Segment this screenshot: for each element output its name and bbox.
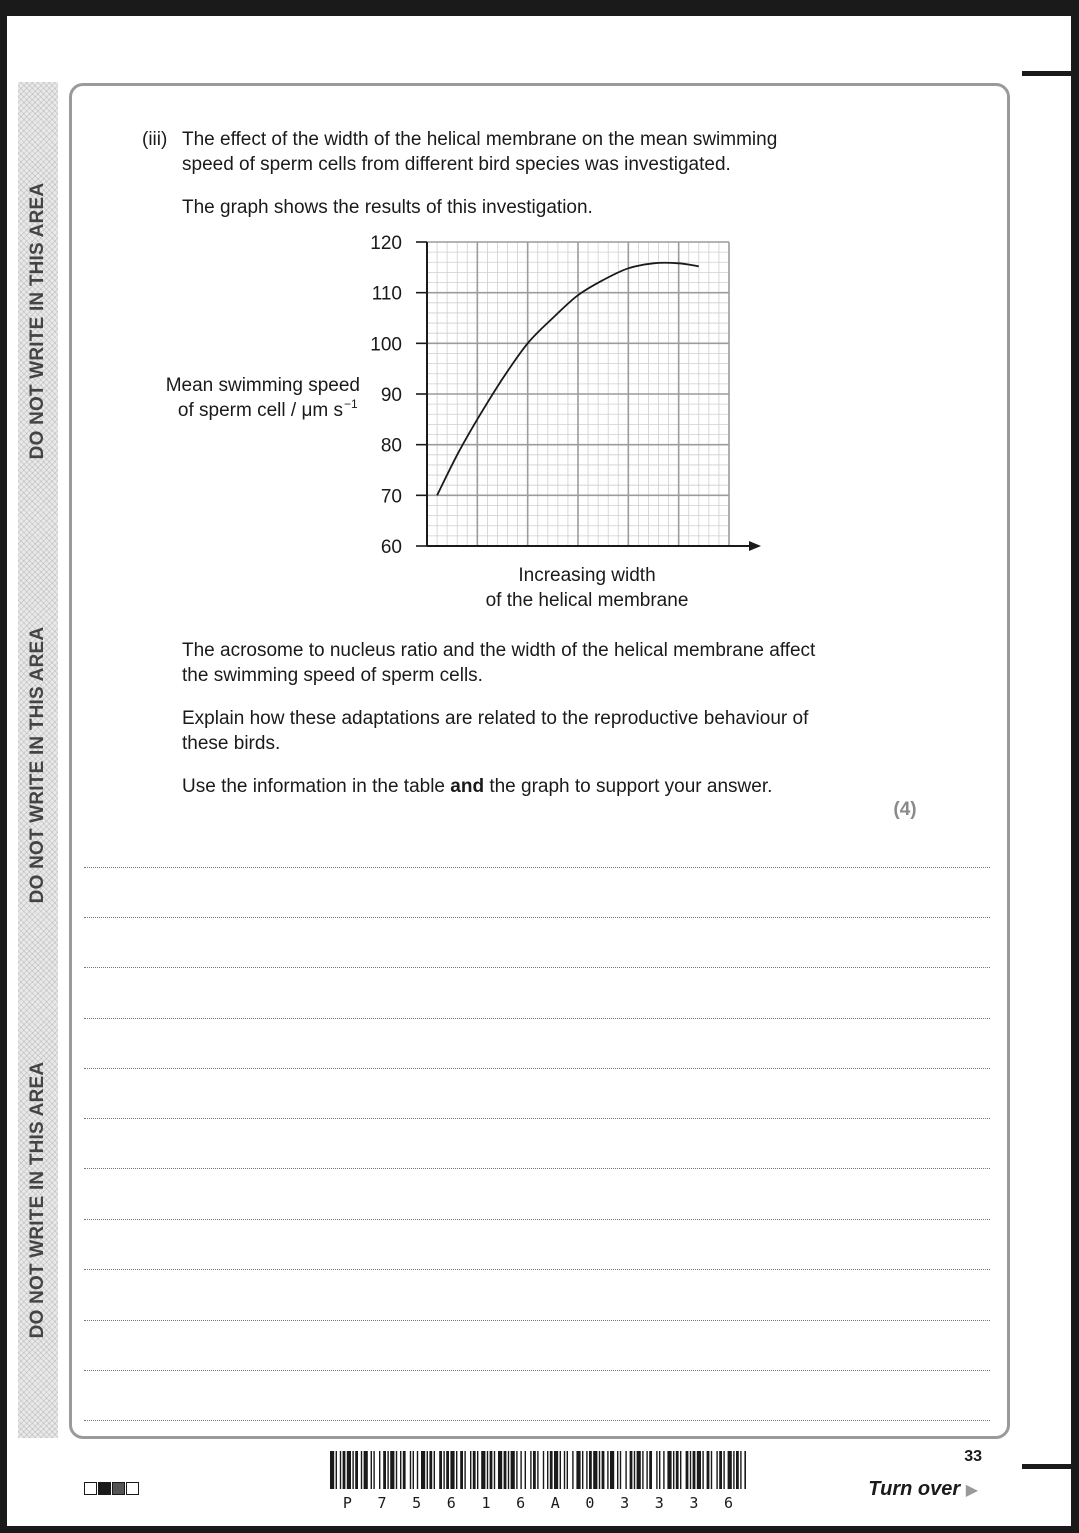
barcode-bar (364, 1451, 368, 1489)
barcode-bar (387, 1451, 388, 1489)
barcode-bar (673, 1451, 674, 1489)
barcode-bar (642, 1451, 643, 1489)
turn-over-label (860, 1478, 978, 1501)
barcode-bar (634, 1451, 635, 1489)
barcode-bar (525, 1451, 526, 1489)
play-arrow-icon: ▶ (965, 1482, 978, 1499)
barcode-bar (390, 1451, 394, 1489)
barcode-bar (460, 1451, 463, 1489)
barcode-bar (330, 1451, 334, 1489)
y-tick-label: 120 (370, 233, 402, 254)
question-intro-line-2: speed of sperm cells from different bird species was investigated. (182, 154, 731, 175)
barcode-bar (508, 1451, 509, 1489)
answer-line[interactable] (84, 1118, 990, 1119)
barcode-bar (740, 1451, 741, 1489)
barcode-bar (400, 1451, 401, 1489)
instruction-line (182, 774, 772, 799)
barcode-bar (680, 1451, 681, 1489)
barcode-bar (576, 1451, 580, 1489)
barcode-bar (446, 1451, 449, 1489)
barcode-bar (586, 1451, 587, 1489)
barcode-bar (396, 1451, 397, 1489)
barcode-bar (567, 1451, 568, 1489)
barcode-bar (602, 1451, 605, 1489)
barcode-bar (533, 1451, 536, 1489)
barcode-char: 6 (516, 1494, 526, 1512)
answer-line[interactable] (84, 867, 990, 868)
marks-available: (4) (893, 799, 917, 820)
instruction-text-end: the graph to support your answer. (484, 776, 773, 797)
indicator-box-filled (98, 1482, 111, 1495)
barcode-char: P (342, 1494, 352, 1512)
barcode-bar (625, 1451, 626, 1489)
barcode-bar (343, 1451, 346, 1489)
answer-line[interactable] (84, 1269, 990, 1270)
y-axis-label-line-2 (178, 400, 343, 421)
barcode-bar (707, 1451, 710, 1489)
barcode-bar (564, 1451, 565, 1489)
registration-mark-bottom (1022, 1464, 1072, 1469)
y-tick-label: 110 (371, 283, 402, 305)
barcode-bar (427, 1451, 428, 1489)
answer-line[interactable] (84, 1370, 990, 1371)
y-axis-label-unit: of sperm cell / μm s (177, 400, 343, 421)
barcode-bar (340, 1451, 341, 1489)
x-axis-label-line-1: Increasing width (518, 565, 656, 586)
barcode-bar (477, 1451, 478, 1489)
paragraph-1-line-1: The acrosome to nucleus ratio and the width of the helical membrane affect (182, 640, 816, 661)
barcode-bar (572, 1451, 573, 1489)
indicator-box-grey (112, 1482, 125, 1495)
barcode-bar (371, 1451, 372, 1489)
y-axis-unit-exponent: −1 (344, 397, 358, 411)
answer-line[interactable] (84, 1320, 990, 1321)
barcode-bar (443, 1451, 444, 1489)
barcode-bar (429, 1451, 432, 1489)
barcode-char: 3 (689, 1494, 699, 1512)
x-axis-label-line-2: of the helical membrane (485, 590, 689, 611)
barcode-char: 1 (481, 1494, 491, 1512)
barcode-bar (736, 1451, 739, 1489)
instruction-text-start: Use the information in the table (182, 776, 451, 797)
paragraph-2-line-2: these birds. (182, 733, 281, 754)
barcode-bar (439, 1451, 442, 1489)
barcode-bar (421, 1451, 425, 1489)
page-indicator-boxes (84, 1482, 139, 1495)
paragraph-2-line-1: Explain how these adaptations are related to the reproductive behaviour of (182, 708, 809, 729)
barcode-bar (728, 1451, 732, 1489)
barcode-bar (663, 1451, 664, 1489)
barcode (330, 1451, 746, 1491)
barcode-bar (723, 1451, 724, 1489)
swimming-speed-graph (0, 0, 1079, 640)
barcode-char: 3 (620, 1494, 630, 1512)
barcode-char: A (550, 1494, 560, 1512)
y-tick-label: 70 (380, 486, 402, 508)
barcode-bar (690, 1451, 691, 1489)
barcode-bar (702, 1451, 703, 1489)
barcode-bar (434, 1451, 435, 1489)
barcode-number (330, 1494, 746, 1512)
barcode-bar (464, 1451, 465, 1489)
indicator-box-empty (84, 1482, 97, 1495)
barcode-bar (630, 1451, 633, 1489)
barcode-bar (607, 1451, 608, 1489)
barcode-bar (716, 1451, 717, 1489)
barcode-char: 7 (377, 1494, 387, 1512)
question-part-label: (iii) (142, 129, 168, 150)
barcode-char: 3 (654, 1494, 664, 1512)
barcode-bar (620, 1451, 621, 1489)
barcode-bar (511, 1451, 515, 1489)
barcode-bar (554, 1451, 558, 1489)
answer-line[interactable] (84, 1168, 990, 1169)
barcode-bar (686, 1451, 689, 1489)
answer-line[interactable] (84, 917, 990, 918)
graph-intro: The graph shows the results of this investigation. (182, 197, 593, 218)
barcode-bar (410, 1451, 411, 1489)
barcode-bar (379, 1451, 380, 1489)
barcode-bar (520, 1451, 521, 1489)
answer-line[interactable] (84, 1420, 990, 1421)
barcode-bar (456, 1451, 457, 1489)
barcode-bar (637, 1451, 641, 1489)
y-tick-label: 90 (380, 385, 402, 406)
barcode-bar (347, 1451, 351, 1489)
barcode-bar (744, 1451, 746, 1489)
indicator-box-empty (126, 1482, 139, 1495)
barcode-bar (498, 1451, 502, 1489)
barcode-bar (617, 1451, 618, 1489)
barcode-bar (659, 1451, 660, 1489)
barcode-bar (516, 1451, 517, 1489)
barcode-bar (383, 1451, 386, 1489)
barcode-bar (697, 1451, 701, 1489)
barcode-bar (547, 1451, 548, 1489)
barcode-bar (352, 1451, 353, 1489)
barcode-bar (599, 1451, 600, 1489)
barcode-bar (481, 1451, 485, 1489)
barcode-bar (336, 1451, 337, 1489)
barcode-bar (494, 1451, 495, 1489)
answer-line[interactable] (84, 1219, 990, 1220)
barcode-bar (473, 1451, 476, 1489)
barcode-bar (470, 1451, 471, 1489)
barcode-bar (487, 1451, 488, 1489)
barcode-bar (656, 1451, 657, 1489)
paragraph-1-line-2: the swimming speed of sperm cells. (182, 665, 483, 686)
barcode-bar (355, 1451, 358, 1489)
barcode-bar (711, 1451, 712, 1489)
barcode-char: 6 (724, 1494, 734, 1512)
barcode-bar (550, 1451, 553, 1489)
barcode-bar (504, 1451, 507, 1489)
barcode-bar (649, 1451, 652, 1489)
barcode-bar (667, 1451, 671, 1489)
instruction-bold-and: and (450, 776, 485, 797)
page-number: 33 (964, 1448, 982, 1465)
barcode-bar (537, 1451, 538, 1489)
turn-over-text: Turn over (868, 1478, 961, 1500)
barcode-bar (490, 1451, 493, 1489)
barcode-bar (560, 1451, 561, 1489)
barcode-bar (413, 1451, 414, 1489)
y-axis-label-line-1: Mean swimming speed (165, 375, 360, 396)
barcode-char: 6 (446, 1494, 456, 1512)
barcode-bar (719, 1451, 722, 1489)
question-intro-line-1: The effect of the width of the helical membrane on the mean swimming (182, 129, 778, 150)
answer-line[interactable] (84, 967, 990, 968)
barcode-bar (693, 1451, 696, 1489)
barcode-bar (417, 1451, 418, 1489)
barcode-bar (593, 1451, 597, 1489)
barcode-bar (450, 1451, 454, 1489)
barcode-bar (403, 1451, 406, 1489)
barcode-char: 5 (412, 1494, 422, 1512)
y-tick-label: 80 (380, 435, 402, 457)
y-tick-label: 100 (370, 334, 402, 356)
barcode-char: 0 (585, 1494, 595, 1512)
barcode-bar (361, 1451, 362, 1489)
answer-line[interactable] (84, 1068, 990, 1069)
barcode-bar (543, 1451, 544, 1489)
barcode-bar (530, 1451, 531, 1489)
barcode-bar (589, 1451, 592, 1489)
barcode-bar (582, 1451, 583, 1489)
barcode-bar (676, 1451, 679, 1489)
barcode-bar (646, 1451, 647, 1489)
barcode-bar (733, 1451, 734, 1489)
answer-line[interactable] (84, 1018, 990, 1019)
barcode-bar (373, 1451, 374, 1489)
y-tick-label: 60 (380, 537, 402, 558)
barcode-bar (610, 1451, 614, 1489)
